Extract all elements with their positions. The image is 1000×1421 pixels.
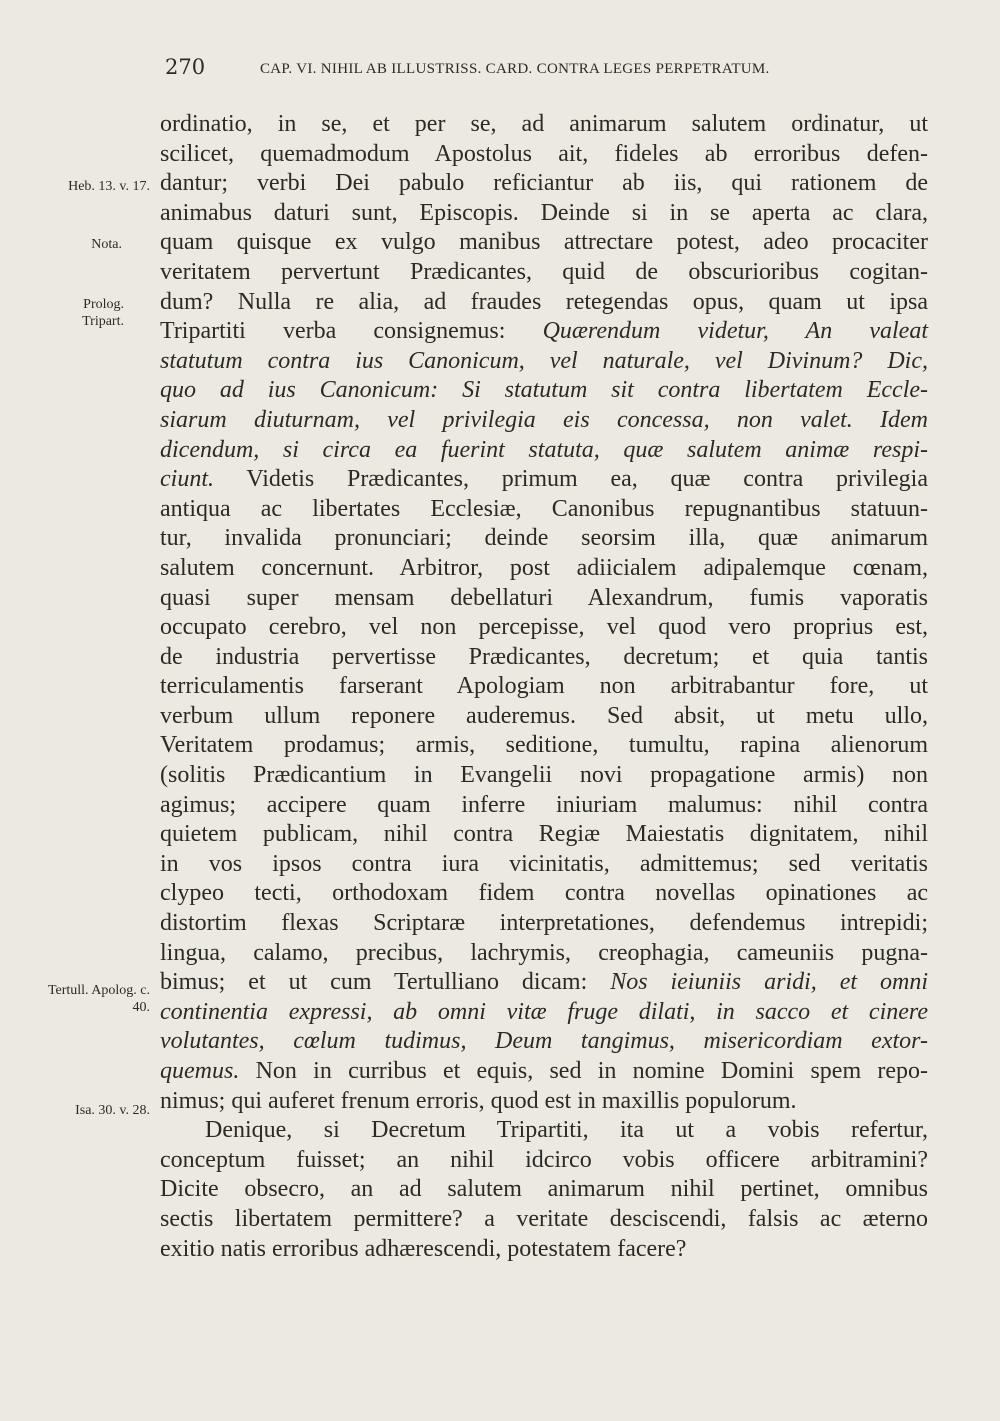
text-line [160,376,928,406]
text-line [160,850,928,880]
text-line [160,643,928,673]
text-run: Tripartiti verba consignemus: [160,318,543,345]
italic-quote: quemus. [160,1058,240,1084]
italic-quote: Nos ieiuniis aridi, et omni [610,969,928,996]
margin-note-prolog: Prolog. Tripart. [82,297,124,329]
italic-quote: continentia expressi, ab omni vitæ fruge dilati, in sacco et cinere [160,998,928,1025]
margin-note-isa: Isa. 30. v. 28. [75,1103,150,1118]
text-run: animabus daturi sunt, Episcopis. Deinde si in se aperta ac clara, [160,199,928,226]
running-title: CAP. VI. NIHIL AB ILLUSTRISS. CARD. CONTRA LEGES PERPETRATUM. [260,61,770,77]
text-line [160,110,928,140]
text-line [160,939,928,969]
text-line [160,1175,928,1205]
text-run: dantur; verbi Dei pabulo reficiantur ab iis, qui rationem de [160,170,928,197]
text-line [160,1116,928,1146]
text-line [160,613,928,643]
body-text [160,110,928,1264]
text-run: terriculamentis farserant Apologiam non arbitrabantur fore, ut [160,673,928,700]
text-run: Veritatem prodamus; armis, seditione, tumultu, rapina alienorum [160,732,928,759]
text-run: scilicet, quemadmodum Apostolus ait, fideles ab erroribus defen- [160,140,928,167]
text-line [160,228,928,258]
italic-quote: volutantes, cœlum tudimus, Deum tangimus, misericordiam extor- [160,1028,928,1055]
text-run: conceptum fuisset; an nihil idcirco vobis officere arbitramini? [160,1146,928,1173]
text-run: tur, invalida pronunciari; deinde seorsim illa, quæ animarum [160,525,928,552]
margin-note-nota: Nota. [91,237,122,252]
text-run: veritatem pervertunt Prædicantes, quid de obscurioribus cogitan- [160,258,928,285]
text-run: bimus; et ut cum Tertulliano dicam: [160,969,611,996]
italic-quote: siarum diuturnam, vel privilegia eis concessa, non valet. Idem [160,406,928,433]
text-run: Dicite obsecro, an ad salutem animarum nihil pertinet, omnibus [160,1176,928,1203]
text-run: sectis libertatem permittere? a veritate desciscendi, falsis ac æterno [160,1205,928,1232]
text-line [160,140,928,170]
text-run: antiqua ac libertates Ecclesiæ, Canonibus repugnantibus statuun- [160,495,928,522]
text-line [160,465,928,495]
margin-note-tertull: Tertull. Apolog. c. 40. [47,983,150,1015]
text-line [160,436,928,466]
text-line [160,258,928,288]
text-run: quam quisque ex vulgo manibus attrectare potest, adeo procaciter [160,229,928,256]
text-run: clypeo tecti, orthodoxam fidem contra novellas opinationes ac [160,880,928,907]
page-number: 270 [165,55,206,79]
text-line [160,1235,928,1265]
text-line [160,584,928,614]
text-line [160,909,928,939]
text-run: quietem publicam, nihil contra Regiæ Maiestatis dignitatem, nihil [160,821,928,848]
italic-quote: Quærendum videtur, An valeat [542,318,929,345]
text-line [160,968,928,998]
margin-note-heb: Heb. 13. v. 17. [68,179,150,194]
text-line [160,761,928,791]
text-run: verbum ullum reponere auderemus. Sed absit, ut metu ullo, [160,702,928,729]
text-run: Non in curribus et equis, sed in nomine Domini spem repo- [239,1058,928,1084]
text-line [160,731,928,761]
text-line [160,288,928,318]
text-line [160,672,928,702]
italic-quote: dicendum, si circa ea fuerint statuta, quæ salutem animæ respi- [160,436,928,463]
text-line [160,1146,928,1176]
text-line [160,1205,928,1235]
text-run: exitio natis erroribus adhærescendi, potestatem facere? [160,1235,687,1262]
text-run: quasi super mensam debellaturi Alexandrum, fumis vaporatis [160,584,928,611]
text-run: Denique, si Decretum Tripartiti, ita ut a vobis refertur, [205,1117,928,1144]
page-header [165,55,925,85]
text-line [160,1057,928,1087]
italic-quote: statutum contra ius Canonicum, vel naturale, vel Divinum? Dic, [160,347,928,374]
text-run: dum? Nulla re alia, ad fraudes retegendas opus, quam ut ipsa [160,288,928,315]
text-run: occupato cerebro, vel non percepisse, vel quod vero proprius est, [160,614,928,641]
text-run: distortim flexas Scriptaræ interpretationes, defendemus intrepidi; [160,910,928,937]
text-run: Videtis Prædicantes, primum ea, quæ contra privilegia [214,466,928,493]
text-run: agimus; accipere quam inferre iniuriam malumus: nihil contra [160,791,928,818]
text-run: lingua, calamo, precibus, lachrymis, creophagia, cameuniis pugna- [160,939,928,966]
text-line [160,199,928,229]
text-run: (solitis Prædicantium in Evangelii novi propagatione armis) non [160,762,928,789]
text-line [160,820,928,850]
italic-quote: ciunt. [160,466,214,493]
text-run: salutem concernunt. Arbitror, post adiicialem adipalemque cœnam, [160,554,928,581]
text-run: in vos ipsos contra iura vicinitatis, admittemus; sed veritatis [160,850,928,877]
text-run: ordinatio, in se, et per se, ad animarum salutem ordinatur, ut [160,111,928,137]
text-line [160,406,928,436]
italic-quote: quo ad ius Canonicum: Si statutum sit contra libertatem Eccle- [160,377,928,404]
text-line [160,1087,928,1117]
text-line [160,554,928,584]
text-line [160,791,928,821]
text-line [160,169,928,199]
text-line [160,1027,928,1057]
text-line [160,702,928,732]
text-line [160,317,928,347]
text-run: de industria pervertisse Prædicantes, decretum; et quia tantis [160,643,928,670]
text-line [160,524,928,554]
text-line [160,998,928,1028]
text-line [160,495,928,525]
text-line [160,879,928,909]
text-line [160,347,928,377]
text-run: nimus; qui auferet frenum erroris, quod est in maxillis populorum. [160,1087,797,1114]
